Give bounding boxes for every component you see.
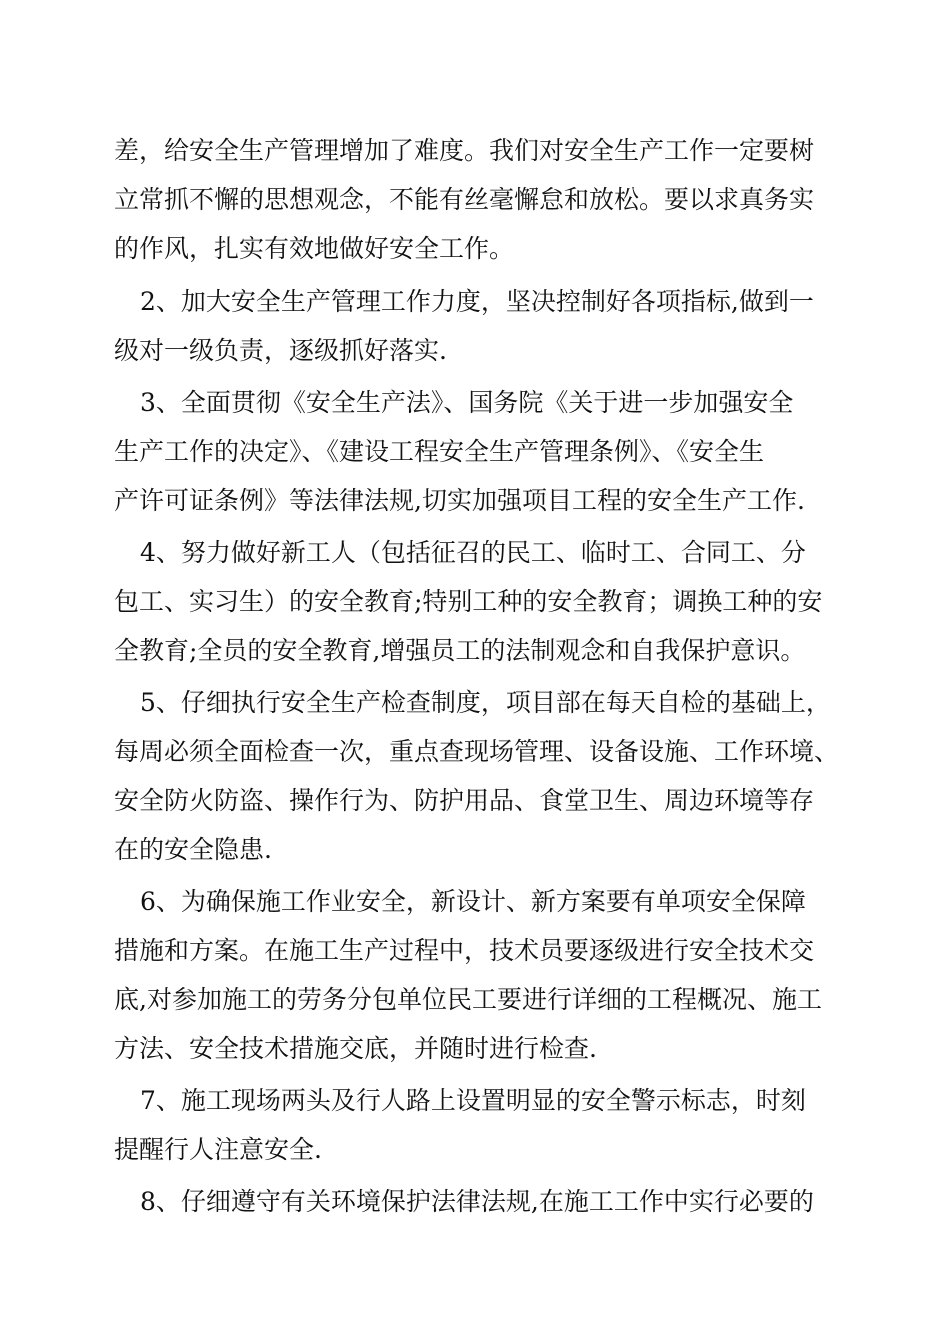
- text-line: 差，给安全生产管理增加了难度。我们对安全生产工作一定要树: [114, 136, 815, 165]
- text-line: 每周必须全面检查一次，重点查现场管理、设备设施、工作环境、: [114, 737, 840, 766]
- text-line: 全教育;全员的安全教育,增强员工的法制观念和自我保护意识。: [114, 636, 806, 665]
- paragraph-6-line-1: 6、为确保施工作业安全，新设计、新方案要有单项安全保障: [140, 887, 806, 916]
- paragraph-2-line-1: 2、加大安全生产管理工作力度，坚决控制好各项指标,做到一: [140, 287, 814, 316]
- paragraph-5-line-1: 5、仔细执行安全生产检查制度，项目部在每天自检的基础上，: [140, 688, 831, 717]
- text-line: 底,对参加施工的劳务分包单位民工要进行详细的工程概况、施工: [114, 985, 822, 1014]
- text-line: 产许可证条例》等法律法规,切实加强项目工程的安全生产工作.: [114, 486, 805, 515]
- text-line: 安全防火防盗、操作行为、防护用品、食堂卫生、周边环境等存: [114, 786, 815, 815]
- text-line: 提醒行人注意安全.: [114, 1135, 322, 1164]
- text-line: 立常抓不懈的思想观念，不能有丝毫懈怠和放松。要以求真务实: [114, 185, 815, 214]
- text-line: 生产工作的决定》、《建设工程安全生产管理条例》、《安全生: [114, 437, 765, 466]
- text-line: 措施和方案。在施工生产过程中，技术员要逐级进行安全技术交: [114, 936, 815, 965]
- text-line: 包工、实习生）的安全教育;特别工种的安全教育；调换工种的安: [114, 587, 823, 616]
- paragraph-7-line-1: 7、施工现场两头及行人路上设置明显的安全警示标志，时刻: [140, 1086, 806, 1115]
- text-line: 方法、安全技术措施交底，并随时进行检查.: [114, 1034, 597, 1063]
- text-line: 级对一级负责，逐级抓好落实.: [114, 336, 447, 365]
- paragraph-8-line-1: 8、仔细遵守有关环境保护法律法规,在施工工作中实行必要的: [140, 1187, 814, 1216]
- text-line: 在的安全隐患.: [114, 835, 272, 864]
- paragraph-3-line-1: 3、全面贯彻《安全生产法》、国务院《关于进一步加强安全: [140, 388, 794, 417]
- text-line: 的作风，扎实有效地做好安全工作。: [114, 234, 515, 263]
- paragraph-4-line-1: 4、努力做好新工人（包括征召的民工、临时工、合同工、分: [140, 538, 806, 567]
